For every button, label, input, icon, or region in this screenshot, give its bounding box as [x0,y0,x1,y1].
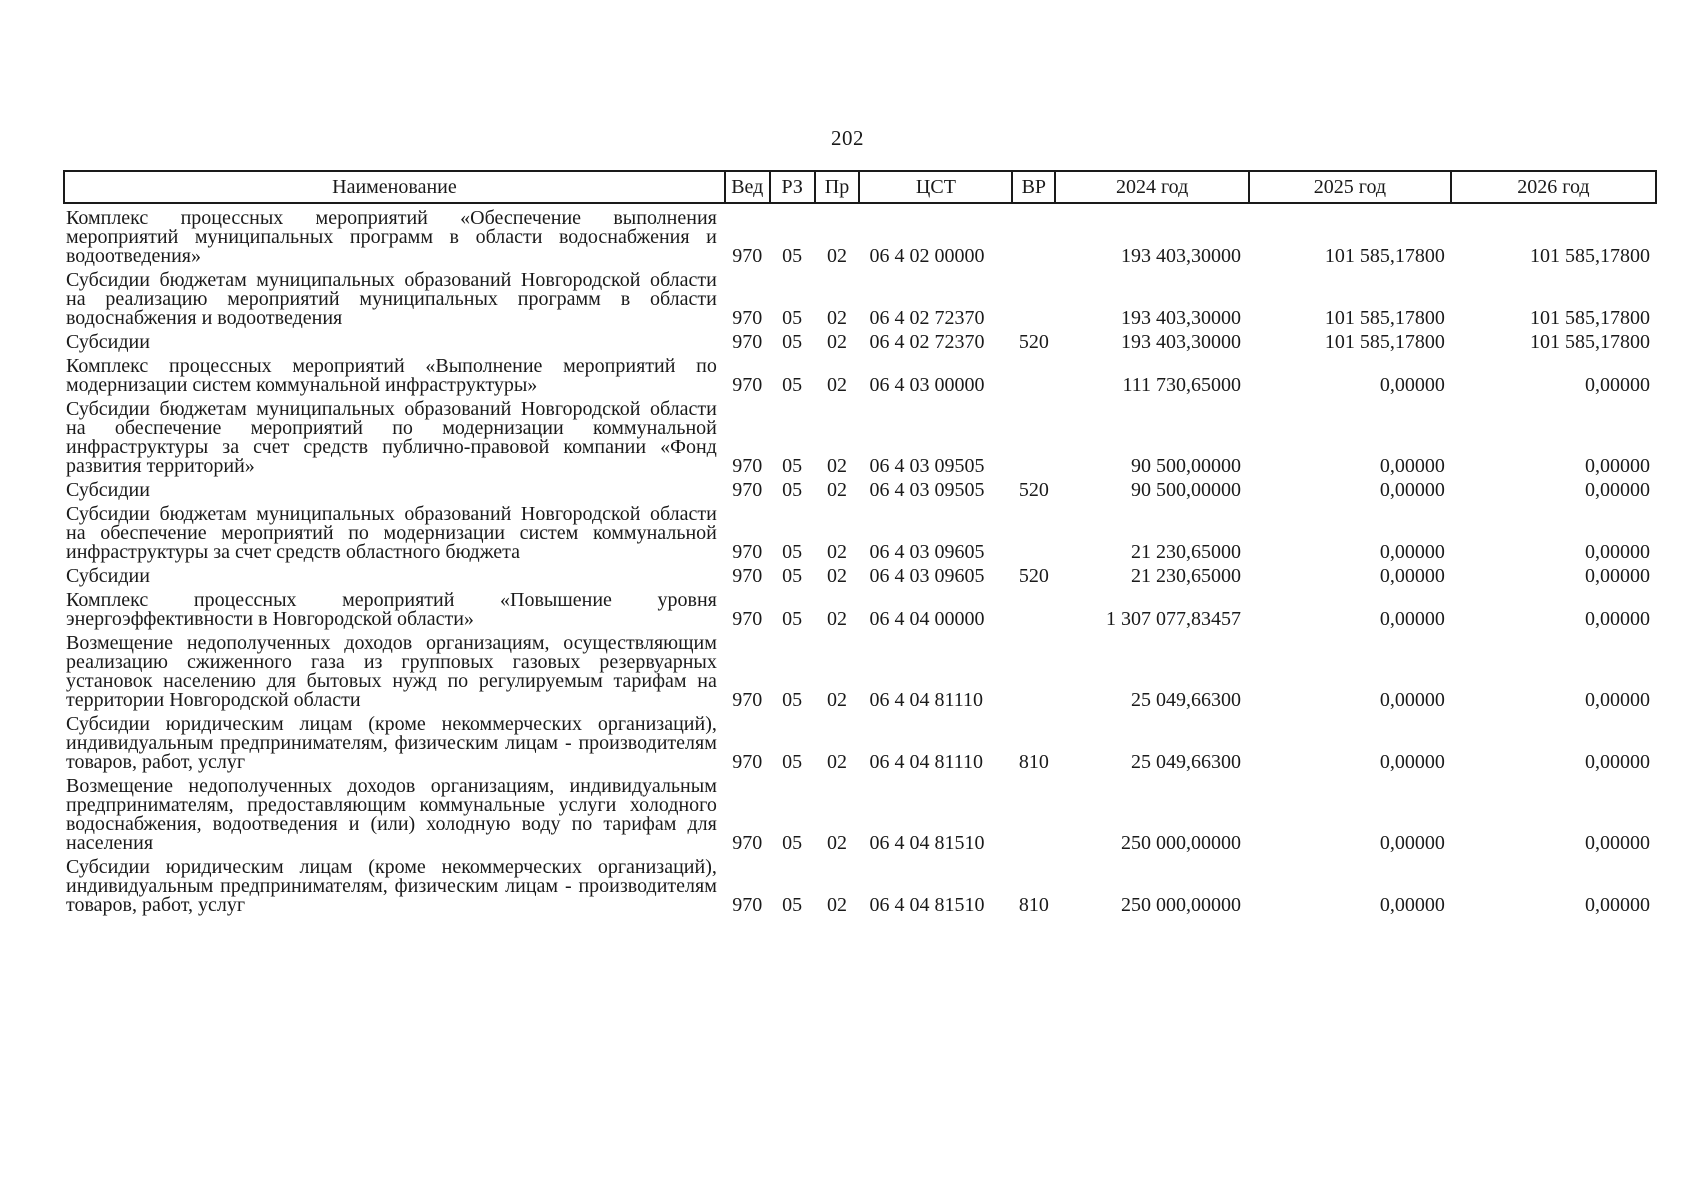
table-row [64,352,1656,395]
row-cst: 06 4 04 81510 [869,832,985,854]
table-body [64,203,1656,915]
row-pr: 02 [827,894,847,916]
row-vr [1012,629,1055,710]
row-rz: 05 [782,307,803,329]
row-ved: 970 [732,565,763,587]
row-2024: 21 230,65000 [1131,565,1241,587]
row-ved: 970 [732,608,763,630]
column-header-vr: ВР [1012,171,1055,203]
row-2026: 0,00000 [1585,608,1650,630]
row-2026: 0,00000 [1585,374,1650,396]
row-2026: 0,00000 [1585,832,1650,854]
column-header-2025: 2025 год [1249,171,1451,203]
row-cst: 06 4 03 09605 [869,541,985,563]
row-rz: 05 [782,245,803,267]
row-vr [1012,586,1055,629]
row-pr: 02 [827,541,847,563]
row-2024: 193 403,30000 [1121,245,1241,267]
row-pr: 02 [827,608,847,630]
row-pr: 02 [827,751,847,773]
row-2025: 0,00000 [1379,832,1445,854]
row-vr: 810 [1018,751,1049,773]
row-2025: 0,00000 [1379,565,1445,587]
column-header-name: Наименование [64,171,725,203]
row-pr: 02 [827,479,847,501]
row-rz: 05 [782,689,803,711]
row-cst: 06 4 02 72370 [869,331,985,353]
row-2024: 21 230,65000 [1131,541,1241,563]
row-name: Субсидии бюджетам муниципальных образований Новгородской области на обеспечение мероприятий по модернизации коммунальной инфраструктуры за счет средств публично-правовой компании «Фонд развития территорий» [66,398,717,477]
row-rz: 05 [782,608,803,630]
row-vr [1012,395,1055,476]
row-rz: 05 [782,331,803,353]
row-ved: 970 [732,307,763,329]
row-name: Возмещение недополученных доходов организациям, индивидуальным предпринимателям, предоставляющим коммунальные услуги холодного водоснабжения, водоотведения и (или) холодную воду по тарифам для населения [66,775,717,854]
row-2026: 0,00000 [1585,455,1650,477]
row-2026: 101 585,17800 [1530,331,1650,353]
row-2024: 193 403,30000 [1121,307,1241,329]
table-row [64,395,1656,476]
row-rz: 05 [782,751,803,773]
row-2024: 111 730,65000 [1122,374,1241,396]
row-cst: 06 4 03 00000 [869,374,985,396]
row-ved: 970 [732,832,763,854]
row-rz: 05 [782,894,803,916]
header-row [64,171,1656,203]
row-2024: 25 049,66300 [1131,751,1241,773]
row-rz: 05 [782,479,803,501]
row-ved: 970 [732,479,763,501]
row-cst: 06 4 03 09505 [869,479,985,501]
table-row [64,586,1656,629]
row-2025: 0,00000 [1379,894,1445,916]
row-2026: 0,00000 [1585,541,1650,563]
row-2024: 250 000,00000 [1121,832,1241,854]
row-2026: 0,00000 [1585,479,1650,501]
row-2024: 90 500,00000 [1131,479,1241,501]
row-2025: 101 585,17800 [1324,331,1445,353]
page-number: 202 [831,126,864,150]
row-2026: 101 585,17800 [1530,307,1650,329]
row-ved: 970 [732,894,763,916]
row-ved: 970 [732,331,763,353]
row-ved: 970 [732,689,763,711]
column-header-pr: Пр [815,171,860,203]
table-row [64,203,1656,266]
row-2026: 0,00000 [1585,751,1650,773]
row-2025: 0,00000 [1379,751,1445,773]
row-name: Субсидии [66,331,150,353]
row-name: Субсидии юридическим лицам (кроме некоммерческих организаций), индивидуальным предпринимателям, физическим лицам - производителям товаров, работ, услуг [66,856,717,916]
row-name: Комплекс процессных мероприятий «Повышение уровня энергоэффективности в Новгородской области» [66,589,717,630]
row-2026: 0,00000 [1585,689,1650,711]
row-2025: 0,00000 [1379,479,1445,501]
row-cst: 06 4 02 72370 [869,307,985,329]
row-pr: 02 [827,245,847,267]
row-cst: 06 4 04 00000 [869,608,985,630]
table-row [64,853,1656,915]
column-header-2024: 2024 год [1055,171,1249,203]
row-2025: 101 585,17800 [1324,307,1445,329]
row-2025: 0,00000 [1379,374,1445,396]
row-2025: 0,00000 [1379,455,1445,477]
row-2025: 0,00000 [1379,689,1445,711]
row-2025: 0,00000 [1379,608,1445,630]
row-pr: 02 [827,455,847,477]
column-header-cst: ЦСТ [859,171,1012,203]
table-row [64,500,1656,562]
row-2024: 193 403,30000 [1121,331,1241,353]
row-rz: 05 [782,565,803,587]
row-rz: 05 [782,832,803,854]
row-vr [1012,203,1055,266]
table-row [64,772,1656,853]
row-name: Субсидии юридическим лицам (кроме некоммерческих организаций), индивидуальным предпринимателям, физическим лицам - производителям товаров, работ, услуг [66,713,717,773]
row-ved: 970 [732,455,763,477]
row-2025: 0,00000 [1379,541,1445,563]
row-name: Комплекс процессных мероприятий «Обеспечение выполнения мероприятий муниципальных программ в области водоснабжения и водоотведения» [66,207,717,267]
row-cst: 06 4 04 81110 [869,689,983,711]
row-rz: 05 [782,455,803,477]
row-cst: 06 4 04 81110 [869,751,983,773]
row-vr: 520 [1018,565,1049,587]
row-2024: 250 000,00000 [1121,894,1241,916]
row-cst: 06 4 04 81510 [869,894,985,916]
table-row [64,710,1656,772]
row-pr: 02 [827,565,847,587]
table-row [64,266,1656,328]
column-header-rz: РЗ [770,171,815,203]
row-pr: 02 [827,331,847,353]
row-name: Субсидии [66,565,150,587]
row-vr [1012,266,1055,328]
row-name: Субсидии бюджетам муниципальных образований Новгородской области на обеспечение мероприятий по модернизации систем коммунальной инфраструктуры за счет средств областного бюджета [66,503,717,563]
row-2026: 101 585,17800 [1530,245,1650,267]
row-vr: 810 [1018,894,1049,916]
column-header-2026: 2026 год [1451,171,1656,203]
budget-table [63,170,1657,915]
row-2024: 25 049,66300 [1131,689,1241,711]
column-header-ved: Вед [725,171,770,203]
table-row [64,562,1656,586]
row-2024: 90 500,00000 [1131,455,1241,477]
row-pr: 02 [827,307,847,329]
row-ved: 970 [732,245,763,267]
row-rz: 05 [782,374,803,396]
row-2024: 1 307 077,83457 [1106,608,1241,630]
row-ved: 970 [732,751,763,773]
row-vr: 520 [1018,479,1049,501]
row-pr: 02 [827,374,847,396]
row-vr: 520 [1018,331,1049,353]
row-2026: 0,00000 [1585,894,1650,916]
row-vr [1012,500,1055,562]
row-cst: 06 4 03 09505 [869,455,985,477]
row-ved: 970 [732,541,763,563]
row-rz: 05 [782,541,803,563]
row-2026: 0,00000 [1585,565,1650,587]
row-name: Комплекс процессных мероприятий «Выполнение мероприятий по модернизации систем коммунальной инфраструктуры» [66,355,717,396]
row-vr [1012,352,1055,395]
table-row [64,328,1656,352]
row-name: Возмещение недополученных доходов организациям, осуществляющим реализацию сжиженного газа из групповых газовых резервуарных установок населению для бытовых нужд по регулируемым тарифам на территории Новгородской области [66,632,717,711]
row-name: Субсидии бюджетам муниципальных образований Новгородской области на реализацию мероприятий муниципальных программ в области водоснабжения и водоотведения [66,269,717,329]
table-header [64,171,1656,203]
row-name: Субсидии [66,479,150,501]
table-row [64,629,1656,710]
table-row [64,476,1656,500]
row-2025: 101 585,17800 [1324,245,1445,267]
row-cst: 06 4 02 00000 [869,245,985,267]
row-pr: 02 [827,689,847,711]
row-ved: 970 [732,374,763,396]
row-cst: 06 4 03 09605 [869,565,985,587]
row-pr: 02 [827,832,847,854]
row-vr [1012,772,1055,853]
